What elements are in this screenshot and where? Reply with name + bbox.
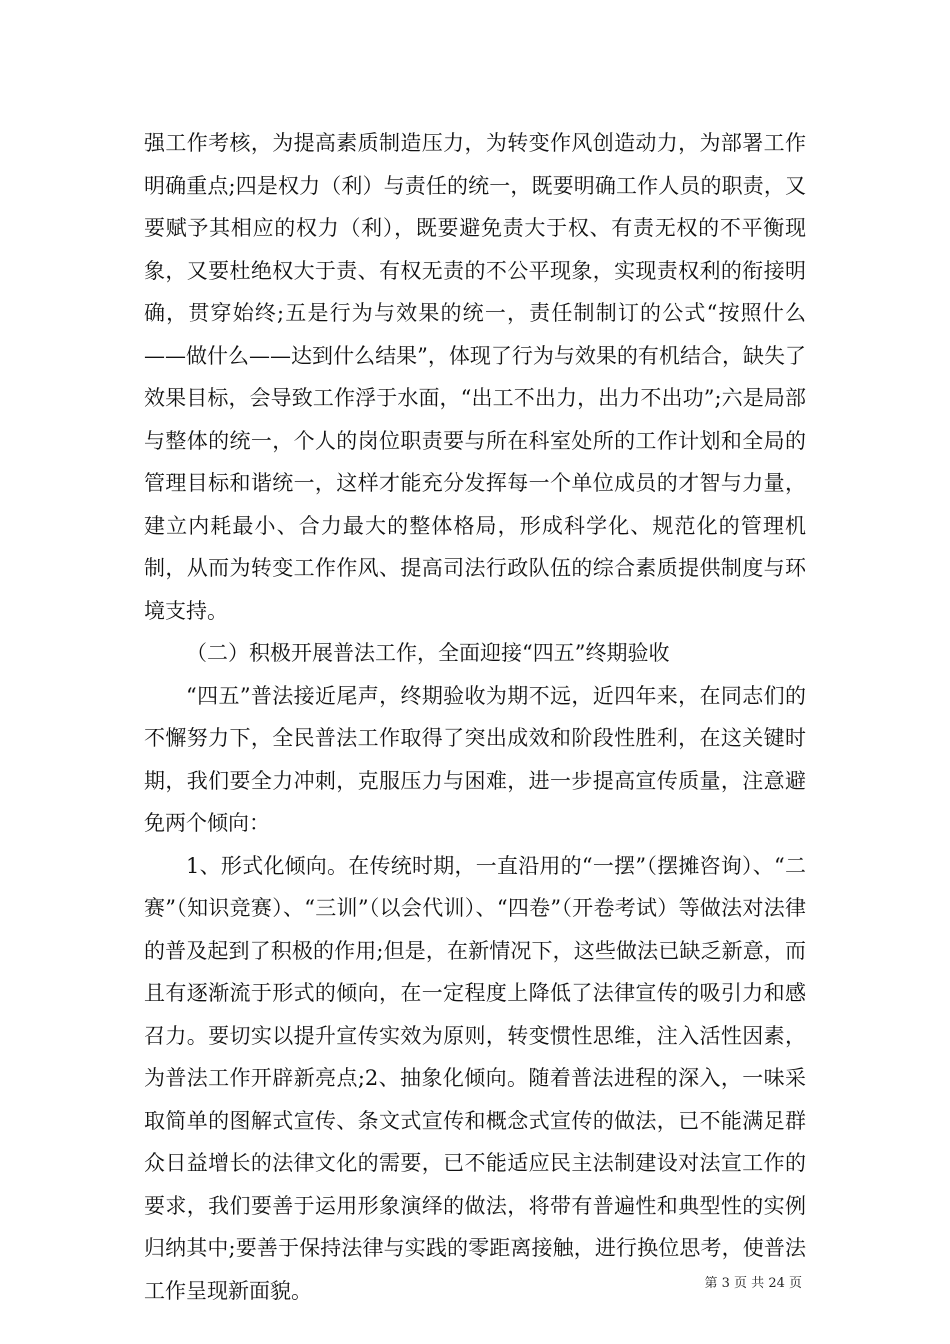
paragraph: 1、形式化倾向。在传统时期，一直沿用的“一摆”（摆摊咨询）、“二赛”（知识竞赛）、“三训”（以会代训）、“四卷”（开卷考试）等做法对法律的普及起到了积极的作用;但是，在新情况下，这些做法已缺乏新意，而且有逐渐流于形式的倾向，在一定程度上降低了法律宣传的吸引力和感召力。要切实以提升宣传实效为原则，转变惯性思维，注入活性因素，为普法工作开辟新亮点;2、抽象化倾向。随着普法进程的深入，一味采取简单的图解式宣传、条文式宣传和概念式宣传的做法，已不能满足群众日益增长的法律文化的需要，已不能适应民主法制建设对法宣工作的要求，我们要善于运用形象演绎的做法，将带有普遍性和典型性的实例归纳其中;要善于保持法律与实践的零距离接触，进行换位思考，使普法工作呈现新面貌。: [144, 853, 806, 1303]
paragraph-continuation: 强工作考核，为提高素质制造压力，为转变作风创造动力，为部署工作明确重点;四是权力（利）与责任的统一，既要明确工作人员的职责，又要赋予其相应的权力（利），既要避免责大于权、有责无权的不平衡现象，又要杜绝权大于责、有权无责的不公平现象，实现责权利的衔接明确，贯穿始终;五是行为与效果的统一，责任制制订的公式“按照什么——做什么——达到什么结果”，体现了行为与效果的有机结合，缺失了效果目标，会导致工作浮于水面，“出工不出力，出力不出功”;六是局部与整体的统一，个人的岗位职责要与所在科室处所的工作计划和全局的管理目标和谐统一，这样才能充分发挥每一个单位成员的才智与力量，建立内耗最小、合力最大的整体格局，形成科学化、规范化的管理机制，从而为转变工作作风、提高司法行政队伍的综合素质提供制度与环境支持。: [144, 131, 806, 623]
section-heading: （二）积极开展普法工作，全面迎接“四五”终期验收: [186, 641, 670, 665]
paragraph: “四五”普法接近尾声，终期验收为期不远，近四年来，在同志们的不懈努力下，全民普法工作取得了突出成效和阶段性胜利，在这关键时期，我们要全力冲刺，克服压力与困难，进一步提高宣传质量，注意避免两个倾向：: [144, 683, 806, 835]
document-body: [144, 122, 806, 1312]
page-number-footer: 第 3 页 共 24 页: [704, 1276, 802, 1291]
